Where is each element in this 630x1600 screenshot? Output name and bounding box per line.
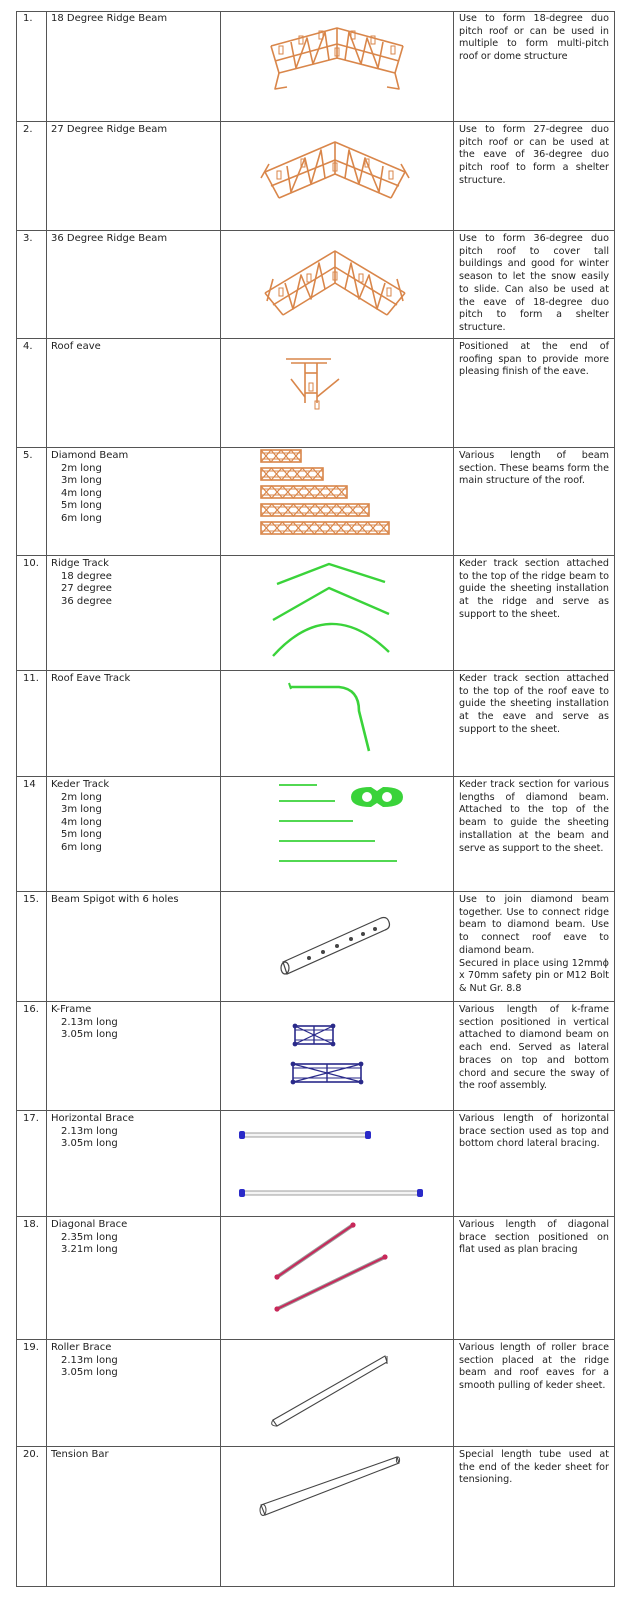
- component-illustration-cell: [220, 11, 453, 121]
- component-size: 6m long: [61, 841, 102, 853]
- description-text: Keder track section attached to the top of the roof eave to guide the sheeting installation at the eave and serve as support to the sheet.: [459, 673, 609, 735]
- component-name: 18 Degree Ridge Beam: [51, 13, 168, 24]
- roller-brace-icon: [221, 1340, 454, 1447]
- component-size: 2m long: [61, 462, 102, 474]
- component-size: 2.13m long: [61, 1016, 118, 1028]
- component-name: Diagonal Brace: [51, 1219, 128, 1230]
- table-row: [16, 121, 615, 230]
- component-name-cell: [46, 777, 220, 891]
- row-number: 19.: [23, 1342, 39, 1353]
- component-illustration-cell: [220, 339, 453, 447]
- component-size: 5m long: [61, 829, 102, 841]
- component-size: 3.05m long: [61, 1029, 118, 1041]
- roof-eave-icon: [221, 339, 454, 448]
- component-size: 3m long: [61, 475, 102, 487]
- description-text: Use to join diamond beam together. Use to connect ridge beam to diamond beam. Use to connect roof eave to diamond beam.: [459, 894, 609, 956]
- component-size: 2.13m long: [61, 1354, 118, 1366]
- component-size: 4m long: [61, 816, 102, 828]
- row-number: 18.: [23, 1219, 39, 1230]
- table-row: [16, 230, 615, 338]
- component-name: Beam Spigot with 6 holes: [51, 894, 179, 905]
- description-text: Various length of k-frame section positioned in vertical attached to diamond beam on each end. Served as lateral braces on top and bottom chord and secure the sway of the roof assembly.: [459, 1004, 609, 1092]
- component-illustration-cell: [220, 448, 453, 555]
- table-row: [16, 447, 615, 555]
- description-text: Secured in place using 12mmϕ x 70mm safety pin or M12 Bolt & Nut Gr. 8.8: [459, 957, 609, 994]
- component-description: [453, 11, 615, 121]
- component-description: [453, 122, 615, 230]
- component-name-cell: [46, 1217, 220, 1339]
- component-name: Tension Bar: [51, 1449, 109, 1460]
- component-illustration-cell: [220, 1002, 453, 1110]
- component-description: [453, 671, 615, 776]
- description-text: Special length tube used at the end of the keder sheet for tensioning.: [459, 1449, 609, 1486]
- diagonal-brace-icon: [221, 1217, 454, 1340]
- component-name-cell: [46, 1111, 220, 1216]
- component-name: Horizontal Brace: [51, 1113, 134, 1124]
- ridge-track-icon: [221, 556, 454, 671]
- component-name-cell: [46, 892, 220, 1001]
- component-name: Keder Track: [51, 779, 110, 790]
- component-size: 3.05m long: [61, 1367, 118, 1379]
- component-description: [453, 556, 615, 670]
- tension-bar-icon: [221, 1447, 454, 1588]
- table-row: [16, 338, 615, 447]
- component-illustration-cell: [220, 892, 453, 1001]
- description-text: Use to form 18-degree duo pitch roof or can be used in multiple to form multi-pitch roof or dome structure: [459, 13, 609, 63]
- row-number: 17.: [23, 1113, 39, 1124]
- component-description: [453, 1111, 615, 1216]
- beam-spigot-icon: [221, 892, 454, 1002]
- row-number: 15.: [23, 894, 39, 905]
- component-size: 3.05m long: [61, 1138, 118, 1150]
- component-illustration-cell: [220, 122, 453, 230]
- row-number: 1.: [23, 13, 33, 24]
- description-text: Use to form 36-degree duo pitch roof to cover tall buildings and good for winter season to let the snow easily to slide. Can also be used at the eave of 18-degree duo pitch to form a shelter structure.: [459, 233, 609, 333]
- row-number: 3.: [23, 233, 33, 244]
- component-size: 5m long: [61, 500, 102, 512]
- horizontal-brace-icon: [221, 1111, 454, 1217]
- component-size: 4m long: [61, 487, 102, 499]
- component-size: 18 degree: [61, 570, 112, 582]
- component-name: Roof Eave Track: [51, 673, 131, 684]
- component-illustration-cell: [220, 1447, 453, 1587]
- component-description: [453, 339, 615, 447]
- component-size: 2.35m long: [61, 1231, 118, 1243]
- component-description: [453, 448, 615, 555]
- description-text: Positioned at the end of roofing span to provide more pleasing finish of the eave.: [459, 341, 609, 378]
- diamond-beam-icon: [221, 448, 454, 556]
- description-text: Use to form 27-degree duo pitch roof or can be used at the eave of 36-degree duo pitch roof to form a shelter structure.: [459, 124, 609, 186]
- component-size: 36 degree: [61, 595, 112, 607]
- component-name-cell: [46, 1447, 220, 1587]
- component-illustration-cell: [220, 1111, 453, 1216]
- component-name: 36 Degree Ridge Beam: [51, 233, 168, 244]
- component-name-cell: [46, 671, 220, 776]
- table-row: [16, 891, 615, 1001]
- component-name: 27 Degree Ridge Beam: [51, 124, 168, 135]
- component-illustration-cell: [220, 777, 453, 891]
- table-row: [16, 1339, 615, 1446]
- component-name: Diamond Beam: [51, 450, 129, 461]
- component-name: Ridge Track: [51, 558, 109, 569]
- component-illustration-cell: [220, 556, 453, 670]
- table-row: [16, 555, 615, 670]
- component-illustration-cell: [220, 1217, 453, 1339]
- component-description: [453, 231, 615, 338]
- component-size: 3m long: [61, 804, 102, 816]
- component-name-cell: [46, 122, 220, 230]
- description-text: Various length of diagonal brace section positioned on flat used as plan bracing: [459, 1219, 609, 1256]
- component-description: [453, 1217, 615, 1339]
- component-size: 2.13m long: [61, 1125, 118, 1137]
- row-number: 10.: [23, 558, 39, 569]
- roof-eave-track-icon: [221, 671, 454, 777]
- description-text: Various length of horizontal brace section used as top and bottom chord lateral bracing.: [459, 1113, 609, 1150]
- row-number: 20.: [23, 1449, 39, 1460]
- component-description: [453, 1447, 615, 1587]
- table-row: [16, 1001, 615, 1110]
- component-size: 27 degree: [61, 583, 112, 595]
- table-row: [16, 11, 615, 121]
- component-size: 6m long: [61, 512, 102, 524]
- component-size: 2m long: [61, 791, 102, 803]
- component-description: [453, 1340, 615, 1446]
- component-description: [453, 892, 615, 1001]
- table-row: [16, 670, 615, 776]
- description-text: Various length of beam section. These beams form the main structure of the roof.: [459, 450, 609, 487]
- keder-track-icon: [221, 777, 454, 892]
- row-number: 11.: [23, 673, 39, 684]
- component-description: [453, 777, 615, 891]
- description-text: Various length of roller brace section placed at the ridge beam and roof eaves for a smooth pulling of keder sheet.: [459, 1342, 609, 1392]
- component-name-cell: [46, 231, 220, 338]
- component-name-cell: [46, 11, 220, 121]
- row-number: 16.: [23, 1004, 39, 1015]
- table-row: [16, 1216, 615, 1339]
- table-row: [16, 1446, 615, 1587]
- ridge-beam-27-icon: [221, 122, 454, 231]
- component-size: 3.21m long: [61, 1244, 118, 1256]
- component-name: Roller Brace: [51, 1342, 112, 1353]
- row-number: 5.: [23, 450, 33, 461]
- component-name-cell: [46, 448, 220, 555]
- row-number: 14: [23, 779, 36, 790]
- component-illustration-cell: [220, 671, 453, 776]
- component-name: Roof eave: [51, 341, 101, 352]
- component-name-cell: [46, 1002, 220, 1110]
- ridge-beam-18-icon: [221, 11, 454, 121]
- table-row: [16, 776, 615, 891]
- k-frame-icon: [221, 1002, 454, 1111]
- component-description: [453, 1002, 615, 1110]
- component-name-cell: [46, 556, 220, 670]
- component-name-cell: [46, 339, 220, 447]
- row-number: 4.: [23, 341, 33, 352]
- ridge-beam-36-icon: [221, 231, 454, 339]
- row-number: 2.: [23, 124, 33, 135]
- description-text: Keder track section attached to the top of the ridge beam to guide the sheeting installation at the ridge and serve as support to the sheet.: [459, 558, 609, 620]
- description-text: Keder track section for various lengths of diamond beam. Attached to the top of the beam to guide the sheeting installation at the beam and serve as support to the sheet.: [459, 779, 609, 854]
- component-illustration-cell: [220, 231, 453, 338]
- component-name: K-Frame: [51, 1004, 92, 1015]
- component-illustration-cell: [220, 1340, 453, 1446]
- component-name-cell: [46, 1340, 220, 1446]
- table-row: [16, 1110, 615, 1216]
